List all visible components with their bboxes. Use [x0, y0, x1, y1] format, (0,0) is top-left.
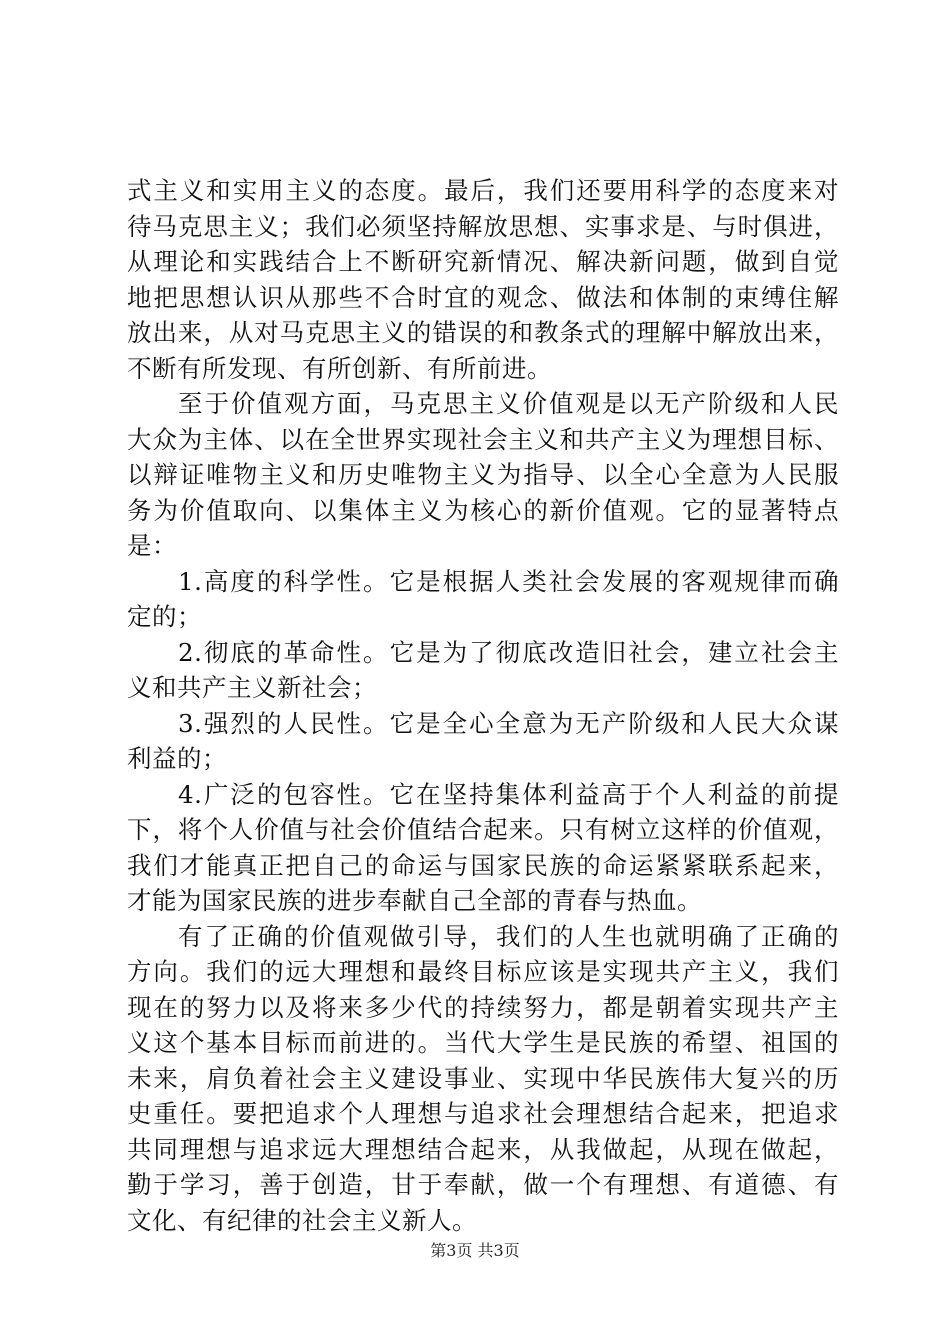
text-line: 利益的；	[127, 744, 227, 773]
text-line: 义这个基本目标而前进的。当代大学生是民族的希望、祖国的	[127, 1028, 839, 1057]
text-line: 史重任。要把追求个人理想与追求社会理想结合起来，把追求	[127, 1099, 839, 1128]
text-line: 待马克思主义；我们必须坚持解放思想、实事求是、与时俱进，	[127, 211, 839, 241]
document-body	[127, 173, 839, 1238]
text-line: 务为价值取向、以集体主义为核心的新价值观。它的显著特点	[127, 495, 839, 525]
text-line: 4.广泛的包容性。它在坚持集体利益高于个人利益的前提	[178, 779, 839, 809]
text-line: 是：	[127, 531, 177, 560]
text-line: 有了正确的价值观做引导，我们的人生也就明确了正确的	[178, 921, 839, 951]
text-line: 1.高度的科学性。它是根据人类社会发展的客观规律而确	[178, 566, 839, 596]
text-line: 放出来，从对马克思主义的错误的和教条式的理解中解放出来，	[127, 318, 839, 347]
text-line: 文化、有纪律的社会主义新人。	[127, 1205, 477, 1235]
text-line: 我们才能真正把自己的命运与国家民族的命运紧紧联系起来，	[127, 850, 839, 880]
page-footer: 第3页 共3页	[430, 1241, 520, 1260]
text-line: 以辩证唯物主义和历史唯物主义为指导、以全心全意为人民服	[127, 460, 839, 489]
text-line: 从理论和实践结合上不断研究新情况、解决新问题，做到自觉	[127, 247, 839, 276]
text-line: 定的；	[127, 602, 202, 631]
text-line: 式主义和实用主义的态度。最后，我们还要用科学的态度来对	[127, 176, 839, 205]
text-line: 下，将个人价值与社会价值结合起来。只有树立这样的价值观，	[127, 815, 839, 844]
text-line: 义和共产主义新社会；	[127, 673, 377, 702]
text-line: 未来，肩负着社会主义建设事业、实现中华民族伟大复兴的历	[127, 1063, 839, 1093]
text-line: 大众为主体、以在全世界实现社会主义和共产主义为理想目标、	[127, 424, 839, 454]
text-line: 3.强烈的人民性。它是全心全意为无产阶级和人民大众谋	[178, 708, 839, 738]
text-line: 至于价值观方面，马克思主义价值观是以无产阶级和人民	[178, 389, 839, 418]
text-line: 勤于学习，善于创造，甘于奉献，做一个有理想、有道德、有	[127, 1170, 839, 1199]
text-line: 不断有所发现、有所创新、有所前进。	[127, 353, 552, 383]
text-line: 2.彻底的革命性。它是为了彻底改造旧社会，建立社会主	[178, 637, 839, 667]
text-line: 地把思想认识从那些不合时宜的观念、做法和体制的束缚住解	[127, 282, 839, 312]
text-line: 共同理想与追求远大理想结合起来，从我做起，从现在做起，	[127, 1134, 839, 1164]
text-line: 才能为国家民族的进步奉献自己全部的青春与热血。	[127, 886, 702, 915]
text-line: 现在的努力以及将来多少代的持续努力，都是朝着实现共产主	[127, 992, 839, 1022]
text-line: 方向。我们的远大理想和最终目标应该是实现共产主义，我们	[127, 957, 839, 986]
